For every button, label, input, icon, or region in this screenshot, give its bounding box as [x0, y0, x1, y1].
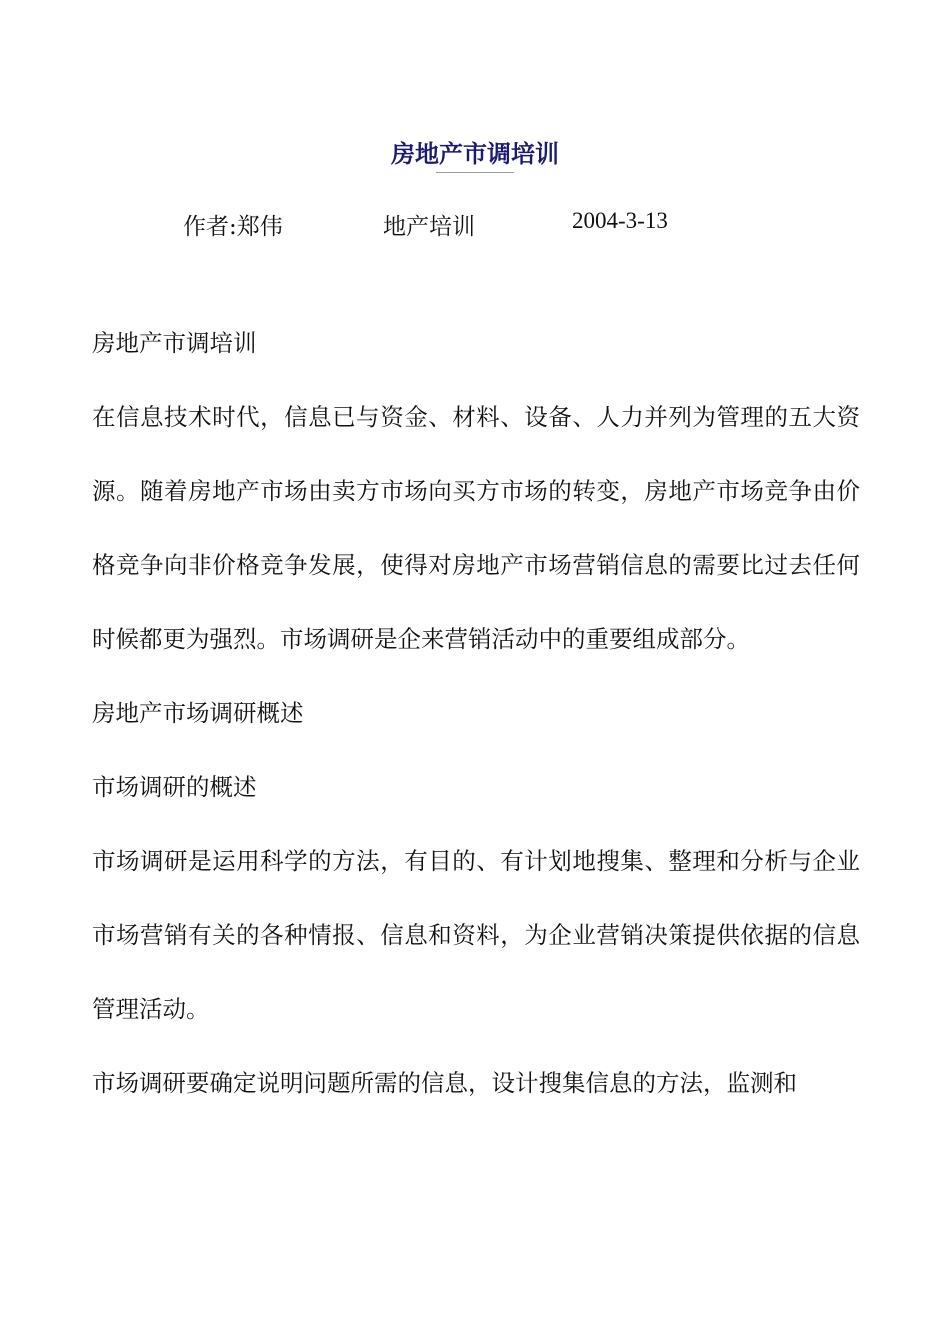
paragraph-heading: 房地产市调培训 — [92, 329, 257, 357]
category-label: 地产培训 — [383, 214, 475, 240]
paragraph-intro: 在信息技术时代，信息已与资金、材料、设备、人力并列为管理的五大资源。随着房地产市场由卖方市场向买方市场的转变，房地产市场竞争由价格竞争向非价格竞争发展，使得对房地产市场营销信息的需要比过去任何时候都更为强烈。市场调研是企来营销活动中的重要组成部分。 — [92, 403, 860, 653]
document-title: 房地产市调培训 — [391, 139, 559, 168]
author-label: 作者:郑伟 — [183, 214, 283, 240]
subsection-heading: 市场调研的概述 — [92, 773, 257, 801]
paragraph-definition: 市场调研是运用科学的方法，有目的、有计划地搜集、整理和分析与企业市场营销有关的各种情报、信息和资料，为企业营销决策提供依据的信息管理活动。 — [92, 847, 860, 1023]
document-body — [92, 306, 860, 1120]
title-underline — [436, 172, 514, 173]
date-label: 2004-3-13 — [572, 208, 668, 233]
section-heading: 房地产市场调研概述 — [92, 699, 304, 727]
paragraph-continued: 市场调研要确定说明问题所需的信息，设计搜集信息的方法，监测和 — [92, 1069, 797, 1097]
